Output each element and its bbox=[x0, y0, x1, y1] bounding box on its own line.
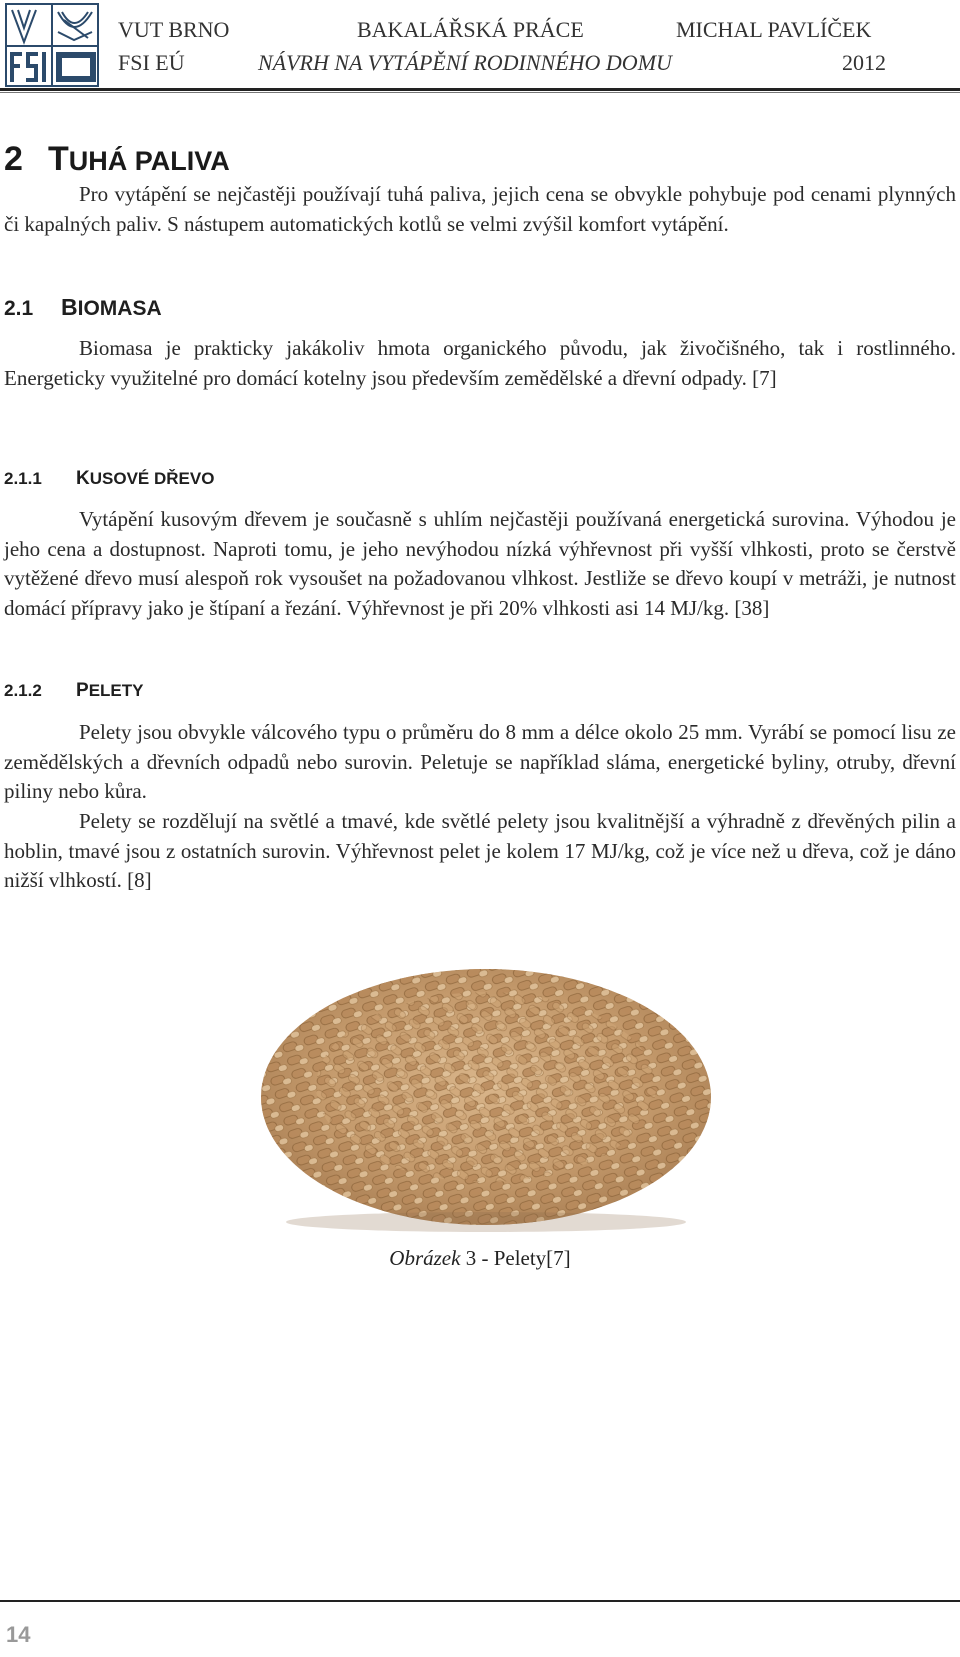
header-divider-thin bbox=[0, 92, 960, 93]
section-title-rest: UHÁ PALIVA bbox=[68, 146, 230, 176]
pellets-paragraph-2: Pelety se rozdělují na světlé a tmavé, kde světlé pelety jsou kvalitnější a výhradně z dřevěných pilin a hoblin, tmavé jsou z ostatních surovin. Výhřevnost pelet je kolem 17 MJ/kg, což je více než u dřeva, což je dáno nižší vlhkostí. [8] bbox=[4, 809, 956, 892]
subsubsection-title-initial-wood: K bbox=[76, 468, 90, 489]
page-number: 14 bbox=[6, 1622, 31, 1647]
subsubsection-title-initial-pellets: P bbox=[76, 680, 89, 701]
header-author: MICHAL PAVLÍČEK bbox=[676, 17, 872, 42]
subsubsection-heading-pellets bbox=[4, 680, 143, 702]
subsection-heading bbox=[4, 294, 162, 321]
section-number: 2 bbox=[4, 140, 23, 178]
wood-paragraph: Vytápění kusovým dřevem je současně s uhlím nejčastěji používaná energetická surovina. Výhodou je jeho cena a dostupnost. Naproti tomu, je jeho nevýhodou nízká výhřevnost při vyšší vlhkosti, proto se čerstvě vytěžené dřevo musí alespoň rok vysoušet na požadovanou vlhkost. Jestliže se dřevo koupí v metráži, je nutnost domácí přípravy jako je štípaní a řezání. Výhřevnost je při 20% vlhkosti asi 14 MJ/kg. [38] bbox=[4, 507, 956, 620]
subsubsection-number-wood: 2.1.1 bbox=[4, 469, 42, 488]
footer-divider bbox=[0, 1600, 960, 1602]
subsubsection-title-rest-pellets: ELETY bbox=[88, 681, 144, 700]
university-logo-icon bbox=[4, 2, 100, 88]
subsection-number: 2.1 bbox=[4, 297, 34, 320]
header-divider bbox=[0, 88, 960, 91]
figure-caption-label: Obrázek bbox=[389, 1246, 461, 1270]
subsection-title-initial: B bbox=[61, 294, 78, 320]
subsubsection-number-pellets: 2.1.2 bbox=[4, 681, 42, 700]
figure-caption bbox=[0, 1246, 960, 1271]
header-thesis-title: NÁVRH NA VYTÁPĚNÍ RODINNÉHO DOMU bbox=[258, 50, 672, 75]
header-faculty: FSI EÚ bbox=[118, 50, 185, 75]
subsection-title-rest: IOMASA bbox=[77, 297, 162, 320]
header-school: VUT BRNO bbox=[118, 17, 230, 42]
subsubsection-title-rest-wood: USOVÉ DŘEVO bbox=[89, 469, 215, 488]
pellets-photo bbox=[246, 937, 726, 1239]
header-year: 2012 bbox=[842, 50, 886, 75]
section-heading bbox=[4, 140, 230, 179]
section-paragraph: Pro vytápění se nejčastěji používají tuhá paliva, jejich cena se obvykle pohybuje pod cenami plynných či kapalných paliv. S nástupem automatických kotlů se velmi zvýšil komfort vytápění. bbox=[4, 182, 956, 236]
page-header bbox=[0, 0, 960, 92]
subsection-paragraph: Biomasa je prakticky jakákoliv hmota organického původu, jak živočišného, tak i rostlinného. Energeticky využitelné pro domácí kotelny jsou především zemědělské a dřevní odpady. [7] bbox=[4, 336, 956, 390]
figure-caption-text: 3 - Pelety[7] bbox=[460, 1246, 571, 1270]
subsubsection-heading-wood bbox=[4, 468, 214, 490]
header-doc-type: BAKALÁŘSKÁ PRÁCE bbox=[357, 17, 584, 42]
section-title-initial: T bbox=[48, 140, 69, 178]
pellets-paragraph-1: Pelety jsou obvykle válcového typu o průměru do 8 mm a délce okolo 25 mm. Vyrábí se pomocí lisu ze zemědělských a dřevních odpadů nebo surovin. Peletuje se například sláma, energetické byliny, otruby, dřevní piliny nebo kůra. bbox=[4, 720, 956, 803]
